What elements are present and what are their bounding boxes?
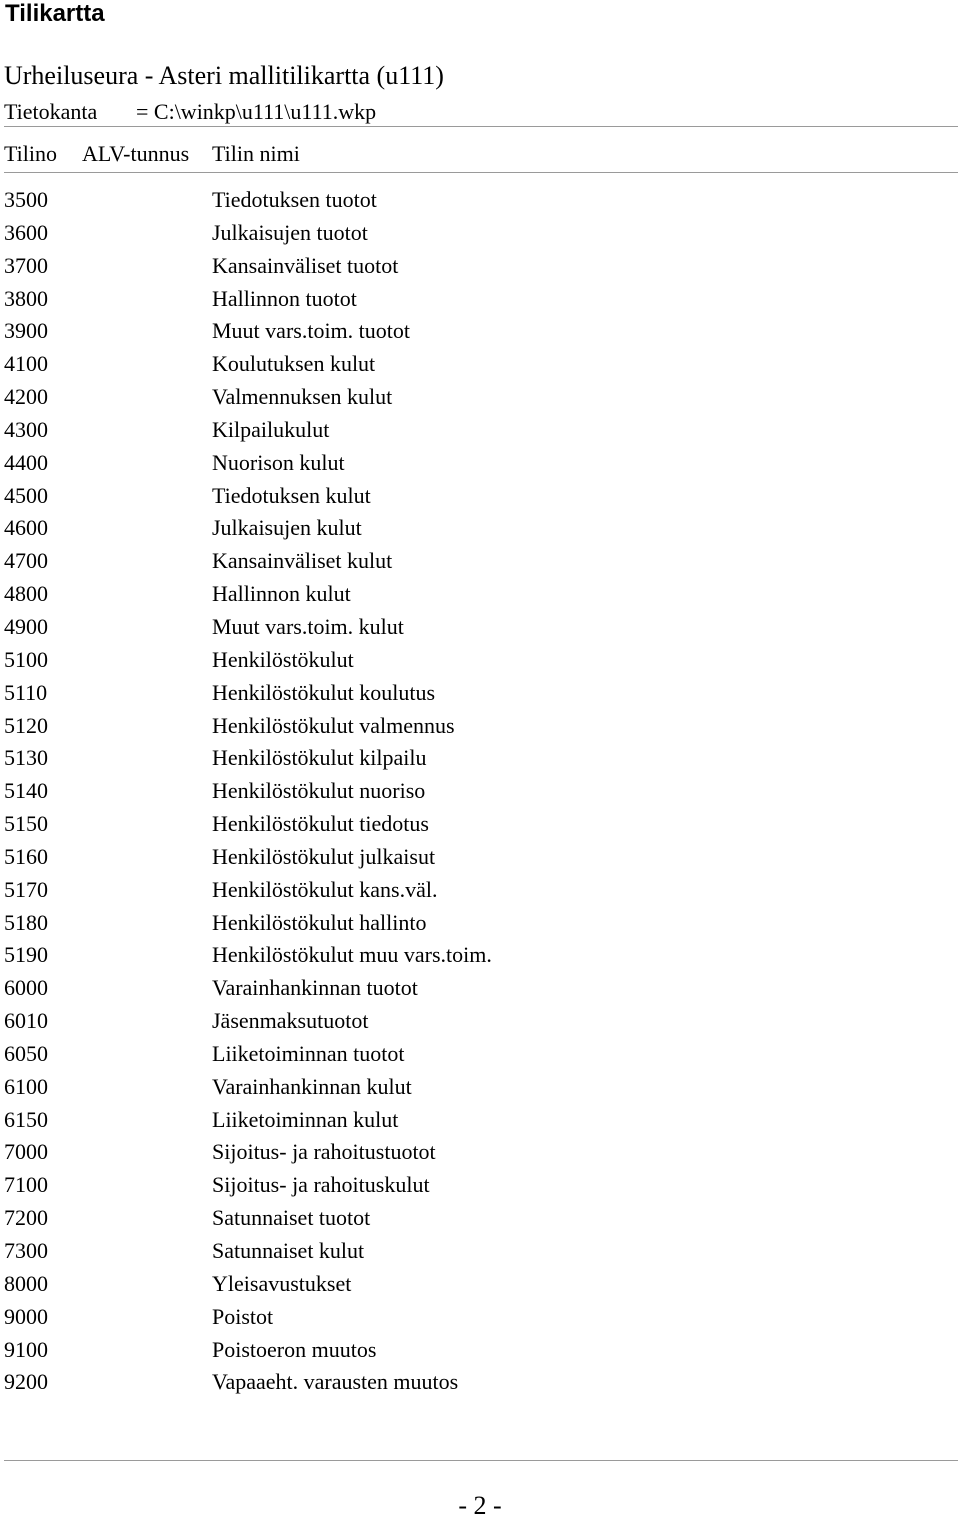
account-row (0, 677, 960, 710)
account-name: Henkilöstökulut tiedotus (212, 811, 429, 837)
account-number: 3900 (4, 318, 48, 344)
account-number: 7000 (4, 1139, 48, 1165)
account-name: Yleisavustukset (212, 1270, 352, 1296)
account-name: Satunnaiset kulut (212, 1238, 365, 1263)
page-number: - 2 - (458, 1491, 502, 1520)
account-row (0, 512, 960, 545)
account-row (0, 611, 960, 644)
account-row (0, 217, 960, 250)
account-name: Henkilöstökulut (212, 646, 354, 672)
account-row (0, 841, 960, 874)
account-row (0, 775, 960, 808)
account-row (0, 1268, 960, 1301)
account-name: Satunnaiset tuotot (212, 1205, 371, 1231)
chart-of-accounts-subtitle: Urheiluseura - Asteri mallitilikartta (u111) (4, 61, 444, 90)
account-number: 5120 (4, 712, 48, 738)
account-row (0, 1301, 960, 1334)
account-name: Henkilöstökulut kans.väl. (212, 876, 438, 902)
account-number: 6000 (4, 975, 48, 1001)
page-title: Tilikartta (5, 0, 105, 27)
account-name: Koulutuksen kulut (212, 351, 376, 377)
account-row (0, 578, 960, 611)
account-name: Vapaaeht. varausten muutos (212, 1369, 459, 1395)
account-name: Henkilöstökulut koulutus (212, 679, 436, 705)
account-number: 7100 (4, 1172, 48, 1198)
account-list (0, 184, 960, 1399)
account-row (0, 414, 960, 447)
account-number: 7200 (4, 1205, 48, 1231)
account-name: Varainhankinnan kulut (212, 1073, 412, 1099)
account-number: 5190 (4, 942, 48, 968)
account-name: Henkilöstökulut kilpailu (212, 745, 427, 771)
header-divider-bottom (4, 172, 958, 173)
account-row (0, 1235, 960, 1268)
account-row (0, 1104, 960, 1137)
account-name: Varainhankinnan tuotot (212, 975, 418, 1001)
account-number: 5160 (4, 843, 48, 869)
account-number: 5170 (4, 876, 48, 902)
account-row (0, 250, 960, 283)
account-number: 5150 (4, 811, 48, 837)
account-row (0, 1038, 960, 1071)
account-row (0, 808, 960, 841)
account-number: 6050 (4, 1040, 48, 1066)
account-row (0, 1334, 960, 1367)
account-name: Henkilöstökulut hallinto (212, 909, 427, 935)
account-row (0, 1366, 960, 1399)
column-header-alv: ALV-tunnus (82, 141, 190, 166)
account-row (0, 644, 960, 677)
account-row (0, 972, 960, 1005)
account-name: Jäsenmaksutuotot (212, 1008, 369, 1034)
account-number: 5140 (4, 778, 48, 804)
account-name: Sijoitus- ja rahoitustuotot (212, 1139, 436, 1165)
account-number: 4400 (4, 449, 48, 475)
account-number: 4200 (4, 384, 48, 410)
column-header-name: Tilin nimi (212, 141, 300, 166)
account-row (0, 1005, 960, 1038)
account-name: Kansainväliset kulut (212, 548, 393, 574)
account-number: 6150 (4, 1106, 48, 1132)
account-number: 4900 (4, 613, 48, 639)
account-number: 5180 (4, 909, 48, 935)
account-name: Valmennuksen kulut (212, 384, 393, 410)
account-name: Sijoitus- ja rahoituskulut (212, 1172, 430, 1198)
account-name: Poistoeron muutos (212, 1336, 377, 1362)
account-row (0, 874, 960, 907)
account-number: 8000 (4, 1270, 48, 1296)
account-row (0, 447, 960, 480)
account-name: Henkilöstökulut nuoriso (212, 778, 426, 804)
account-number: 4100 (4, 351, 48, 377)
account-row (0, 1071, 960, 1104)
account-row (0, 939, 960, 972)
account-row (0, 315, 960, 348)
account-number: 9100 (4, 1336, 48, 1362)
account-name: Liiketoiminnan tuotot (212, 1040, 405, 1066)
account-number: 3700 (4, 252, 48, 278)
account-name: Hallinnon kulut (212, 581, 351, 607)
account-name: Henkilöstökulut muu vars.toim. (212, 942, 492, 968)
account-name: Julkaisujen kulut (212, 515, 362, 541)
account-row (0, 348, 960, 381)
account-name: Julkaisujen tuotot (212, 219, 368, 245)
account-number: 4500 (4, 482, 48, 508)
account-row (0, 1202, 960, 1235)
account-row (0, 1136, 960, 1169)
account-name: Tiedotuksen kulut (212, 482, 371, 508)
account-number: 4300 (4, 416, 48, 442)
account-number: 9000 (4, 1303, 48, 1329)
account-number: 3800 (4, 285, 48, 311)
account-row (0, 710, 960, 743)
account-number: 6100 (4, 1073, 48, 1099)
account-number: 6010 (4, 1008, 48, 1034)
account-name: Henkilöstökulut valmennus (212, 712, 455, 738)
account-number: 3500 (4, 187, 48, 212)
account-name: Hallinnon tuotot (212, 285, 357, 311)
header-divider-top (4, 126, 958, 127)
account-name: Muut vars.toim. kulut (212, 613, 404, 639)
account-name: Henkilöstökulut julkaisut (212, 843, 436, 869)
footer-divider (4, 1460, 958, 1461)
account-number: 5110 (4, 679, 48, 705)
account-row (0, 742, 960, 775)
account-number: 7300 (4, 1238, 48, 1263)
account-number: 5100 (4, 646, 48, 672)
account-name: Poistot (212, 1303, 274, 1329)
account-number: 5130 (4, 745, 48, 771)
account-row (0, 1169, 960, 1202)
account-name: Liiketoiminnan kulut (212, 1106, 399, 1132)
account-name: Muut vars.toim. tuotot (212, 318, 410, 344)
column-header-tilino: Tilino (4, 141, 58, 166)
account-number: 3600 (4, 219, 48, 245)
account-row (0, 480, 960, 513)
database-path: = C:\winkp\u111\u111.wkp (136, 99, 377, 124)
account-row (0, 545, 960, 578)
account-number: 4700 (4, 548, 48, 574)
account-row (0, 381, 960, 414)
database-label: Tietokanta (4, 99, 98, 124)
account-name: Nuorison kulut (212, 449, 345, 475)
account-number: 4600 (4, 515, 48, 541)
account-number: 9200 (4, 1369, 48, 1395)
account-name: Kansainväliset tuotot (212, 252, 399, 278)
account-name: Kilpailukulut (212, 416, 330, 442)
account-name: Tiedotuksen tuotot (212, 187, 377, 212)
account-row (0, 907, 960, 940)
account-row (0, 283, 960, 316)
account-number: 4800 (4, 581, 48, 607)
account-row (0, 184, 960, 217)
